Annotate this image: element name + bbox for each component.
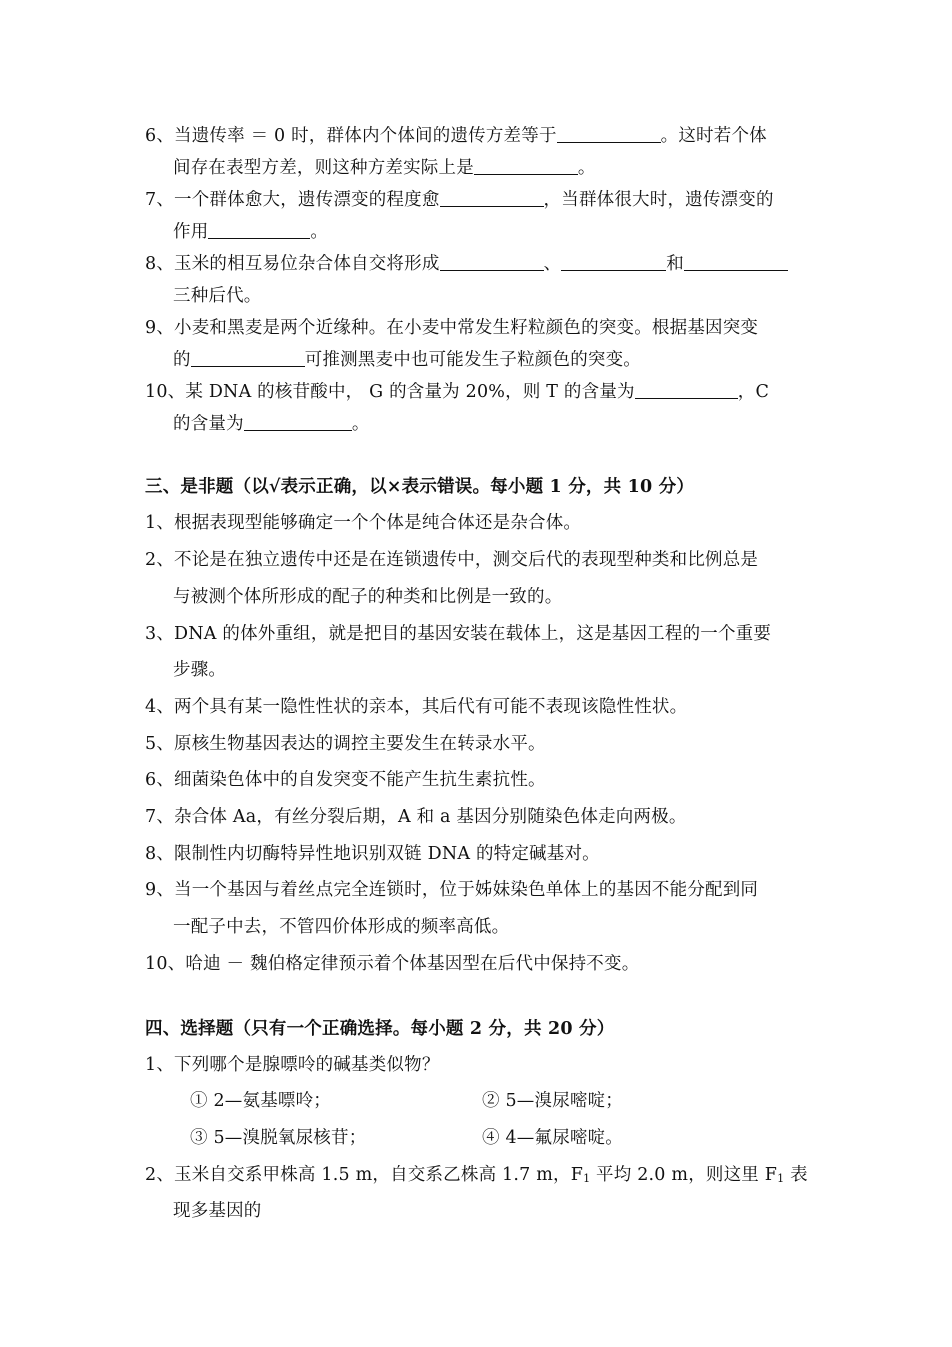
fill-q7-text-c: 作用 (173, 222, 209, 242)
answer-blank[interactable] (561, 252, 666, 271)
fill-q10-line1 (145, 380, 769, 404)
tf-q7: 7、杂合体 Aa，有丝分裂后期，A 和 a 基因分别随染色体走向两极。 (145, 807, 687, 827)
fill-q9-text-a: 9、小麦和黑麦是两个近缘种。在小麦中常发生籽粒颜色的突变。根据基因突变 (145, 318, 759, 338)
tf-q5: 5、原核生物基因表达的调控主要发生在转录水平。 (145, 734, 546, 754)
tf-q9-line2: 一配子中去，不管四价体形成的频率高低。 (173, 917, 510, 937)
tf-q3-line1: 3、DNA 的体外重组，就是把目的基因安装在载体上，这是基因工程的一个重要 (145, 624, 772, 644)
answer-blank[interactable] (557, 124, 661, 143)
fill-q6-text-c: 间存在表型方差，则这种方差实际上是 (173, 158, 474, 178)
mc-q1-option-3: ③ 5—溴脱氧尿核苷； (190, 1128, 367, 1148)
fill-q8-text-d: 三种后代。 (173, 286, 262, 306)
fill-q9-line1 (145, 316, 758, 340)
section-4-title: 四、选择题（只有一个正确选择。每小题 2 分，共 20 分） (145, 1019, 615, 1039)
answer-blank[interactable] (440, 188, 544, 207)
fill-q7-text-d: 。 (310, 222, 329, 242)
fill-q6-text-b: 。这时若个体 (660, 126, 767, 146)
subscript-1: 1 (583, 1172, 591, 1185)
mc-q2-text-c: 表 (784, 1165, 808, 1185)
section-3-title: 三、是非题（以√表示正确，以×表示错误。每小题 1 分，共 10 分） (145, 477, 695, 497)
fill-q8-text-a: 8、玉米的相互易位杂合体自交将形成 (145, 254, 440, 274)
answer-blank[interactable] (244, 412, 352, 431)
mc-q2-line1 (145, 1163, 808, 1191)
fill-q10-text-b: ，C (737, 382, 770, 402)
fill-q8-text-b: 、 (543, 254, 562, 274)
mc-q2-line2: 现多基因的 (173, 1201, 262, 1221)
fill-q8-text-c: 和 (666, 254, 684, 274)
tf-q1: 1、根据表现型能够确定一个个体是纯合体还是杂合体。 (145, 513, 582, 533)
tf-q2-line1: 2、不论是在独立遗传中还是在连锁遗传中，测交后代的表现型种类和比例总是 (145, 550, 759, 570)
fill-q6-line1 (145, 124, 767, 148)
tf-q4: 4、两个具有某一隐性性状的亲本，其后代有可能不表现该隐性性状。 (145, 697, 688, 717)
fill-q9-text-b: 的 (173, 350, 191, 370)
fill-q7-line2 (173, 220, 328, 244)
fill-q6-text-d: 。 (577, 158, 596, 178)
fill-q10-text-d: 。 (351, 414, 370, 434)
tf-q2-line2: 与被测个体所形成的配子的种类和比例是一致的。 (173, 587, 563, 607)
answer-blank[interactable] (635, 380, 738, 399)
fill-q10-line2 (173, 412, 370, 436)
fill-q10-text-c: 的含量为 (173, 414, 244, 434)
mc-q1-option-4: ④ 4—氟尿嘧啶。 (482, 1128, 623, 1148)
tf-q6: 6、细菌染色体中的自发突变不能产生抗生素抗性。 (145, 770, 546, 790)
tf-q3-line2: 步骤。 (173, 660, 227, 680)
mc-q2-text-a: 2、玉米自交系甲株高 1.5 m，自交系乙株高 1.7 m，F (145, 1165, 584, 1185)
mc-q1: 1、下列哪个是腺嘌呤的碱基类似物？ (145, 1055, 440, 1075)
mc-q1-option-2: ② 5—溴尿嘧啶； (482, 1091, 623, 1111)
fill-q9-line2 (173, 348, 641, 372)
fill-q9-text-c: 可推测黑麦中也可能发生子粒颜色的突变。 (304, 350, 642, 370)
fill-q6-text-a: 6、当遗传率 ＝ 0 时，群体内个体间的遗传方差等于 (145, 126, 557, 146)
fill-q7-text-b: ，当群体很大时，遗传漂变的 (543, 190, 774, 210)
fill-q7-line1 (145, 188, 774, 212)
answer-blank[interactable] (684, 252, 788, 271)
mc-q1-option-1: ① 2—氨基嘌呤； (190, 1091, 331, 1111)
answer-blank[interactable] (208, 220, 310, 239)
tf-q10: 10、哈迪 － 魏伯格定律预示着个体基因型在后代中保持不变。 (145, 954, 640, 974)
mc-q2-text-b: 平均 2.0 m，则这里 F (590, 1165, 778, 1185)
fill-q10-text-a: 10、某 DNA 的核苷酸中， G 的含量为 20%，则 T 的含量为 (145, 382, 635, 402)
fill-q8-line1 (145, 252, 788, 276)
subscript-1: 1 (777, 1172, 785, 1185)
answer-blank[interactable] (474, 156, 578, 175)
fill-q6-line2 (173, 156, 596, 180)
answer-blank[interactable] (191, 348, 305, 367)
tf-q9-line1: 9、当一个基因与着丝点完全连锁时，位于姊妹染色单体上的基因不能分配到同 (145, 880, 759, 900)
fill-q7-text-a: 7、一个群体愈大，遗传漂变的程度愈 (145, 190, 440, 210)
fill-q8-line2 (173, 284, 262, 308)
answer-blank[interactable] (440, 252, 544, 271)
tf-q8: 8、限制性内切酶特异性地识别双链 DNA 的特定碱基对。 (145, 844, 600, 864)
